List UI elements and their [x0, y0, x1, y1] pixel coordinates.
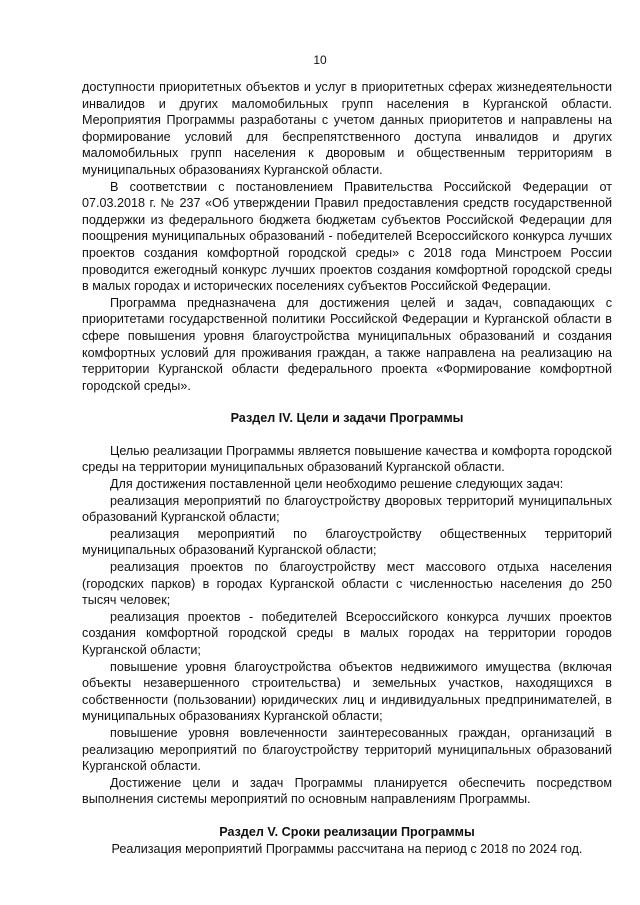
task-item: реализация проектов - победителей Всероссийского конкурса лучших проектов создания комфортной городской среды в малых городах на территории городов Курганской области;	[82, 609, 612, 657]
task-item: повышение уровня вовлеченности заинтересованных граждан, организаций в реализацию мероприятий по благоустройству территорий муниципальных образований Курганской области.	[82, 725, 612, 774]
document-body	[82, 79, 612, 857]
task-item: реализация мероприятий по благоустройству общественных территорий муниципальных образований Курганской области;	[82, 526, 612, 558]
task-item: повышение уровня благоустройства объектов недвижимого имущества (включая объекты незавершенного строительства) и земельных участков, находящихся в собственности (пользовании) юридических лиц и индивидуальных предпринимателей, в муниципальных образованиях Курганской области;	[82, 659, 612, 724]
paragraph-government-decree: В соответствии с постановлением Правительства Российской Федерации от 07.03.2018 г. № 237 «Об утверждении Правил предоставления средств государственной поддержки из федерального бюджета бюджетам субъектов Российской Федерации для поощрения муниципальных образований - победителей Всероссийского конкурса лучших проектов создания комфортной городской среды» с 2018 года Минстроем России проводится ежегодный конкурс лучших проектов создания комфортной городской среды в малых городах и исторических поселениях субъектов Российской Федерации.	[82, 179, 612, 294]
paragraph-accessibility: доступности приоритетных объектов и услуг в приоритетных сферах жизнедеятельности инвалидов и других маломобильных групп населения в Курганской области. Мероприятия Программы разработаны с учетом данных приоритетов и направлены на формирование условий для беспрепятственного доступа инвалидов и других маломобильных групп населения к дворовым и общественным территориям в муниципальных образованиях Курганской области.	[82, 80, 612, 177]
paragraph-closing: Достижение цели и задач Программы планируется обеспечить посредством выполнения системы мероприятий по основным направлениям Программы.	[82, 775, 612, 807]
section-4-heading: Раздел IV. Цели и задачи Программы	[230, 411, 464, 426]
paragraph-goal: Целью реализации Программы является повышение качества и комфорта городской среды на территории муниципальных образований Курганской области.	[82, 443, 612, 475]
task-item: реализация проектов по благоустройству мест массового отдыха населения (городских парков) в городах Курганской области с численностью населения до 250 тысяч человек;	[82, 560, 612, 608]
section-5-heading: Раздел V. Сроки реализации Программы	[219, 824, 475, 839]
page-number: 10	[313, 53, 327, 67]
paragraph-timeline: Реализация мероприятий Программы рассчитана на период с 2018 по 2024 год.	[111, 841, 583, 856]
paragraph-program-purpose: Программа предназначена для достижения целей и задач, совпадающих с приоритетами государственной политики Российской Федерации и Курганской области в сфере повышения уровня благоустройства муниципальных образований и создания комфортных условий для проживания граждан, а также направлена на реализацию на территории Курганской области федерального проекта «Формирование комфортной городской среды».	[82, 295, 612, 393]
paragraph-tasks-intro: Для достижения поставленной цели необходимо решение следующих задач:	[110, 477, 564, 492]
task-item: реализация мероприятий по благоустройству дворовых территорий муниципальных образований Курганской области;	[82, 493, 612, 525]
